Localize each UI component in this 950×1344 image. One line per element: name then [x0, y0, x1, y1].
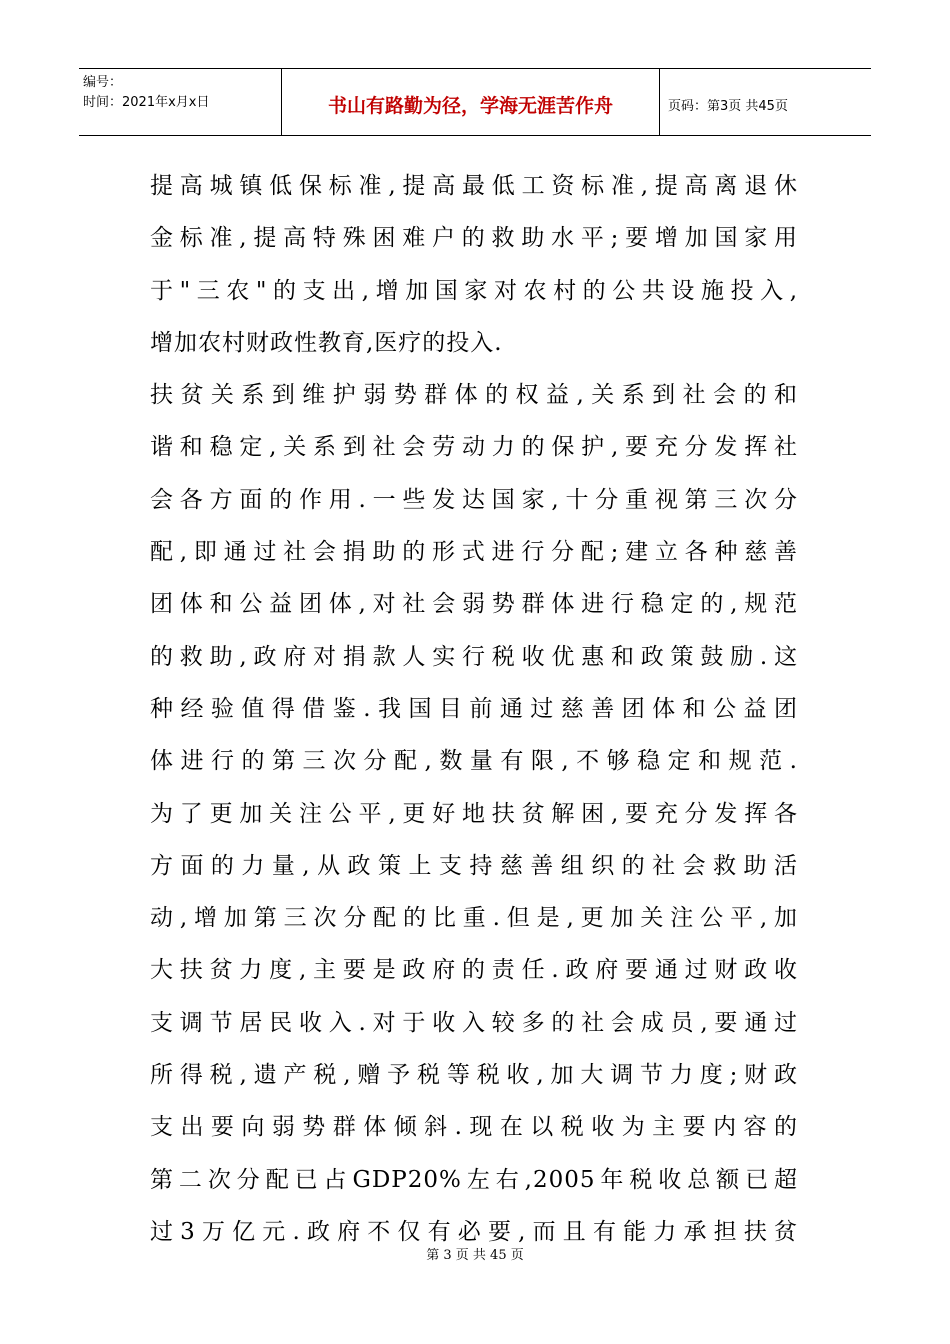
text-line: 支出要向弱势群体倾斜.现在以税收为主要内容的 [150, 1114, 798, 1141]
text-line: 动,增加第三次分配的比重.但是,更加关注公平,加 [150, 905, 798, 932]
text-line: 体进行的第三次分配,数量有限,不够稳定和规范. [150, 748, 798, 775]
text-line: 谐和稳定,关系到社会劳动力的保护,要充分发挥社 [150, 434, 798, 461]
text-line: 支调节居民收入.对于收入较多的社会成员,要通过 [150, 1009, 798, 1036]
page-footer: 第 3 页 共 45 页 [426, 1248, 524, 1263]
text-line: 为了更加关注公平,更好地扶贫解困,要充分发挥各 [150, 800, 798, 827]
text-line: 方面的力量,从政策上支持慈善组织的社会救助活 [150, 852, 798, 879]
document-date: 时间：2021年x月x日 [83, 95, 210, 110]
text-line: 配,即通过社会捐助的形式进行分配;建立各种慈善 [150, 539, 798, 566]
paragraph [150, 160, 798, 369]
text-line: 会各方面的作用.一些发达国家,十分重视第三次分 [150, 486, 798, 513]
document-body [150, 160, 798, 1258]
header-meta [79, 69, 282, 135]
text-line: 第二次分配已占GDP20%左右,2005年税收总额已超 [150, 1166, 798, 1193]
text-line: 金标准,提高特殊困难户的救助水平;要增加国家用 [150, 225, 798, 252]
text-line: 过3万亿元.政府不仅有必要,而且有能力承担扶贫 [150, 1218, 798, 1245]
page-header [79, 68, 871, 136]
header-page-info: 页码：第3页 共45页 [668, 98, 788, 114]
text-line: 团体和公益团体,对社会弱势群体进行稳定的,规范 [150, 591, 798, 618]
text-line: 增加农村财政性教育,医疗的投入. [150, 329, 503, 356]
text-line: 提高城镇低保标准,提高最低工资标准,提高离退休 [150, 173, 798, 199]
text-line: 大扶贫力度,主要是政府的责任.政府要通过财政收 [150, 957, 798, 984]
text-line: 扶贫关系到维护弱势群体的权益,关系到社会的和 [150, 382, 798, 409]
header-motto: 书山有路勤为径，学海无涯苦作舟 [282, 69, 660, 135]
text-line: 所得税,遗产税,赠予税等税收,加大调节力度;财政 [150, 1062, 798, 1089]
paragraph [150, 369, 798, 1258]
text-line: 的救助,政府对捐款人实行税收优惠和政策鼓励.这 [150, 643, 798, 670]
text-line: 种经验值得借鉴.我国目前通过慈善团体和公益团 [150, 695, 798, 722]
text-line: 于"三农"的支出,增加国家对农村的公共设施投入, [150, 277, 798, 304]
document-number-label: 编号： [83, 75, 123, 90]
